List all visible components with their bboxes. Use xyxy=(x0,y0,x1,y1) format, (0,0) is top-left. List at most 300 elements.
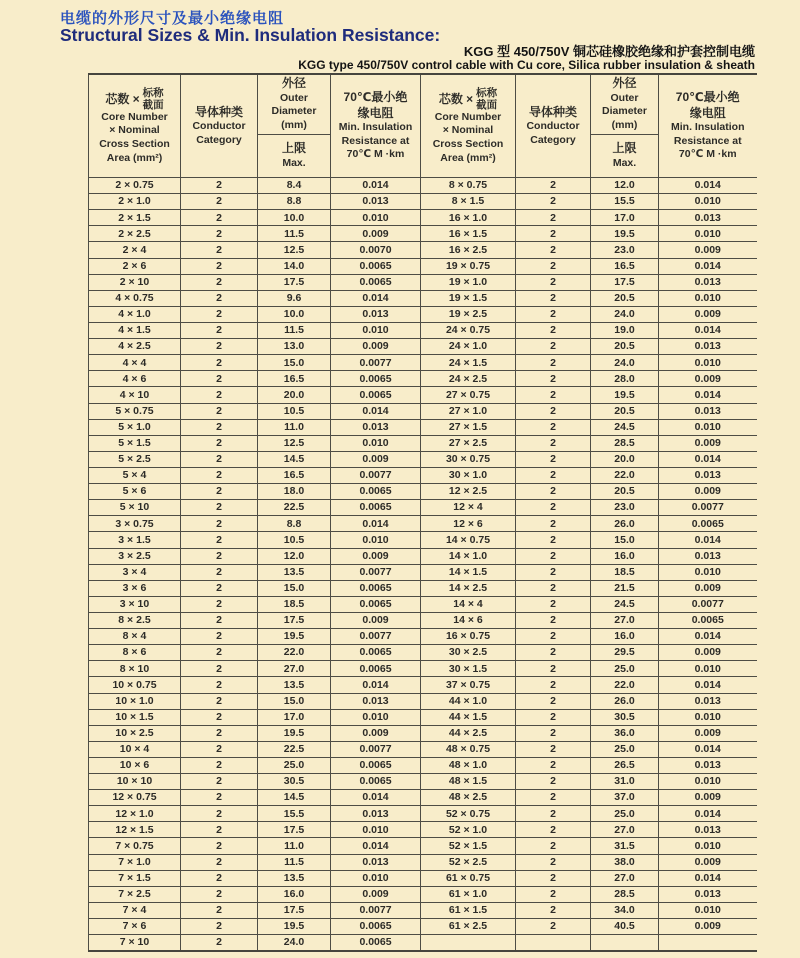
resistance-cell: 0.014 xyxy=(659,451,757,467)
spec-cell: 48 × 0.75 xyxy=(421,741,516,757)
header-res-en: 70℃ M ·km xyxy=(678,148,737,161)
resistance-cell: 0.014 xyxy=(331,178,421,194)
resistance-cell: 0.014 xyxy=(659,532,757,548)
category-cell: 2 xyxy=(181,532,258,548)
resistance-cell: 0.014 xyxy=(659,629,757,645)
header-res-zh: 70℃最小绝 xyxy=(675,89,740,104)
category-cell: 2 xyxy=(516,274,591,290)
category-cell: 2 xyxy=(181,580,258,596)
table-row xyxy=(89,919,757,935)
header-od-en: (mm) xyxy=(611,119,638,132)
category-cell: 2 xyxy=(516,435,591,451)
spec-cell: 24 × 1.0 xyxy=(421,339,516,355)
category-cell: 2 xyxy=(181,451,258,467)
od-max-cell: 25.0 xyxy=(591,741,659,757)
category-cell: 2 xyxy=(181,306,258,322)
resistance-cell: 0.009 xyxy=(659,919,757,935)
category-cell: 2 xyxy=(516,403,591,419)
header-core-zh-top: 标称 xyxy=(476,86,498,99)
category-cell: 2 xyxy=(516,661,591,677)
resistance-cell: 0.009 xyxy=(331,886,421,902)
spec-cell: 14 × 0.75 xyxy=(421,532,516,548)
table-row xyxy=(89,387,757,403)
od-max-cell: 22.0 xyxy=(258,645,331,661)
spec-cell: 5 × 10 xyxy=(89,500,181,516)
spec-cell: 10 × 4 xyxy=(89,741,181,757)
page-title-zh: 电缆的外形尺寸及最小绝缘电阻 xyxy=(60,10,285,27)
resistance-cell: 0.0077 xyxy=(331,902,421,918)
category-cell: 2 xyxy=(181,548,258,564)
header-od-zh: 外径 xyxy=(281,76,306,91)
header-res-en: 70℃ M ·km xyxy=(346,148,405,161)
category-cell: 2 xyxy=(516,580,591,596)
spec-cell: 48 × 1.5 xyxy=(421,774,516,790)
od-max-cell: 36.0 xyxy=(591,725,659,741)
resistance-cell: 0.0065 xyxy=(331,645,421,661)
category-cell: 2 xyxy=(181,693,258,709)
spec-cell: 7 × 6 xyxy=(89,919,181,935)
resistance-cell: 0.010 xyxy=(659,419,757,435)
table-row xyxy=(89,290,757,306)
resistance-cell: 0.0077 xyxy=(659,596,757,612)
category-cell: 2 xyxy=(516,226,591,242)
od-max-cell: 24.0 xyxy=(258,935,331,952)
spec-cell: 2 × 2.5 xyxy=(89,226,181,242)
resistance-cell: 0.014 xyxy=(659,258,757,274)
header-core-en: Cross Section xyxy=(432,138,504,151)
spec-cell: 30 × 2.5 xyxy=(421,645,516,661)
resistance-cell: 0.0065 xyxy=(331,596,421,612)
spec-cell: 2 × 6 xyxy=(89,258,181,274)
spec-cell: 12 × 4 xyxy=(421,500,516,516)
category-cell: 2 xyxy=(516,242,591,258)
resistance-cell: 0.010 xyxy=(659,902,757,918)
header-conductor-en: Conductor xyxy=(192,120,246,133)
od-max-cell: 19.5 xyxy=(258,629,331,645)
resistance-cell: 0.010 xyxy=(659,709,757,725)
resistance-cell: 0.0070 xyxy=(331,242,421,258)
category-cell: 2 xyxy=(181,854,258,870)
od-max-cell: 18.5 xyxy=(591,564,659,580)
resistance-cell: 0.010 xyxy=(331,709,421,725)
spec-cell: 10 × 2.5 xyxy=(89,725,181,741)
od-max-cell: 23.0 xyxy=(591,242,659,258)
spec-cell: 61 × 1.0 xyxy=(421,886,516,902)
resistance-cell: 0.013 xyxy=(659,757,757,773)
category-cell: 2 xyxy=(181,709,258,725)
od-max-cell xyxy=(591,935,659,952)
category-cell: 2 xyxy=(181,629,258,645)
resistance-cell: 0.0065 xyxy=(331,274,421,290)
resistance-cell: 0.010 xyxy=(331,435,421,451)
spec-cell: 27 × 1.0 xyxy=(421,403,516,419)
table-row xyxy=(89,838,757,854)
header-core-zh: 芯数 × xyxy=(105,92,140,107)
od-max-cell: 13.5 xyxy=(258,564,331,580)
category-cell: 2 xyxy=(516,500,591,516)
category-cell: 2 xyxy=(516,790,591,806)
table-row xyxy=(89,226,757,242)
header-core-left xyxy=(89,74,181,178)
spec-cell: 7 × 1.0 xyxy=(89,854,181,870)
spec-cell: 4 × 1.5 xyxy=(89,322,181,338)
header-od-zh: 外径 xyxy=(612,76,637,91)
spec-cell: 52 × 1.5 xyxy=(421,838,516,854)
category-cell: 2 xyxy=(516,387,591,403)
category-cell: 2 xyxy=(516,532,591,548)
resistance-cell: 0.013 xyxy=(331,306,421,322)
resistance-cell: 0.014 xyxy=(331,403,421,419)
od-max-cell: 28.5 xyxy=(591,886,659,902)
category-cell xyxy=(516,935,591,952)
category-cell: 2 xyxy=(516,725,591,741)
spec-cell: 2 × 4 xyxy=(89,242,181,258)
header-od-max-zh: 上限 xyxy=(612,141,637,156)
header-conductor-zh: 导体种类 xyxy=(194,104,243,119)
spec-cell: 3 × 1.5 xyxy=(89,532,181,548)
table-row xyxy=(89,629,757,645)
table-row xyxy=(89,935,757,952)
od-max-cell: 17.0 xyxy=(591,210,659,226)
od-max-cell: 30.5 xyxy=(258,774,331,790)
spec-cell: 52 × 1.0 xyxy=(421,822,516,838)
spec-cell: 19 × 0.75 xyxy=(421,258,516,274)
resistance-cell: 0.0065 xyxy=(331,757,421,773)
resistance-cell: 0.014 xyxy=(331,516,421,532)
od-max-cell: 17.0 xyxy=(258,709,331,725)
od-max-cell: 17.5 xyxy=(591,274,659,290)
od-max-cell: 28.5 xyxy=(591,435,659,451)
od-max-cell: 25.0 xyxy=(591,806,659,822)
spec-cell: 44 × 2.5 xyxy=(421,725,516,741)
resistance-cell: 0.010 xyxy=(331,822,421,838)
header-core-zh: 芯数 × xyxy=(438,92,474,107)
header-core-en: × Nominal xyxy=(442,124,494,137)
resistance-cell: 0.014 xyxy=(659,322,757,338)
resistance-cell: 0.014 xyxy=(659,387,757,403)
header-od-en: (mm) xyxy=(281,119,307,132)
header-res-zh: 缘电阻 xyxy=(357,105,394,120)
resistance-cell: 0.009 xyxy=(659,371,757,387)
spec-cell: 5 × 0.75 xyxy=(89,403,181,419)
od-max-cell: 38.0 xyxy=(591,854,659,870)
spec-cell: 7 × 10 xyxy=(89,935,181,952)
category-cell: 2 xyxy=(181,612,258,628)
spec-cell: 8 × 4 xyxy=(89,629,181,645)
resistance-cell: 0.013 xyxy=(659,210,757,226)
spec-cell: 12 × 2.5 xyxy=(421,484,516,500)
category-cell: 2 xyxy=(516,371,591,387)
category-cell: 2 xyxy=(516,854,591,870)
header-outer-diameter-left xyxy=(258,74,331,178)
resistance-cell: 0.0065 xyxy=(331,371,421,387)
category-cell: 2 xyxy=(516,467,591,483)
od-max-cell: 14.0 xyxy=(258,258,331,274)
od-max-cell: 25.0 xyxy=(591,661,659,677)
resistance-cell: 0.013 xyxy=(659,467,757,483)
table-row xyxy=(89,902,757,918)
table-row xyxy=(89,774,757,790)
spec-cell: 7 × 4 xyxy=(89,902,181,918)
category-cell: 2 xyxy=(181,790,258,806)
spec-cell: 8 × 10 xyxy=(89,661,181,677)
category-cell: 2 xyxy=(181,226,258,242)
resistance-cell: 0.013 xyxy=(331,854,421,870)
resistance-cell: 0.009 xyxy=(659,242,757,258)
resistance-cell: 0.014 xyxy=(331,290,421,306)
table-row xyxy=(89,435,757,451)
spec-cell: 14 × 1.5 xyxy=(421,564,516,580)
category-cell: 2 xyxy=(181,935,258,952)
spec-cell: 7 × 0.75 xyxy=(89,838,181,854)
resistance-cell: 0.013 xyxy=(331,419,421,435)
od-max-cell: 15.5 xyxy=(258,806,331,822)
header-conductor-right xyxy=(516,74,591,178)
category-cell: 2 xyxy=(181,242,258,258)
table-row xyxy=(89,790,757,806)
category-cell: 2 xyxy=(181,210,258,226)
resistance-cell: 0.010 xyxy=(331,322,421,338)
spec-cell: 19 × 2.5 xyxy=(421,306,516,322)
category-cell: 2 xyxy=(516,210,591,226)
spec-cell: 4 × 10 xyxy=(89,387,181,403)
od-max-cell: 15.0 xyxy=(258,355,331,371)
od-max-cell: 24.5 xyxy=(591,596,659,612)
resistance-cell: 0.009 xyxy=(659,306,757,322)
od-max-cell: 16.0 xyxy=(591,548,659,564)
od-max-cell: 9.6 xyxy=(258,290,331,306)
spec-cell: 2 × 1.5 xyxy=(89,210,181,226)
category-cell: 2 xyxy=(516,306,591,322)
header-core-en: Area (mm²) xyxy=(106,151,163,164)
category-cell: 2 xyxy=(181,902,258,918)
category-cell: 2 xyxy=(516,484,591,500)
cable-type-subtitle-en: KGG type 450/750V control cable with Cu core, Silica rubber insulation & sheath xyxy=(298,58,755,72)
od-max-cell: 22.5 xyxy=(258,741,331,757)
table-row xyxy=(89,451,757,467)
spec-cell: 30 × 0.75 xyxy=(421,451,516,467)
category-cell: 2 xyxy=(181,596,258,612)
od-max-cell: 26.0 xyxy=(591,693,659,709)
spec-cell: 4 × 0.75 xyxy=(89,290,181,306)
spec-cell: 14 × 6 xyxy=(421,612,516,628)
spec-cell: 8 × 2.5 xyxy=(89,612,181,628)
category-cell: 2 xyxy=(181,774,258,790)
spec-cell: 7 × 1.5 xyxy=(89,870,181,886)
od-max-cell: 31.0 xyxy=(591,774,659,790)
resistance-cell: 0.010 xyxy=(331,870,421,886)
table-row xyxy=(89,693,757,709)
od-max-cell: 26.0 xyxy=(591,516,659,532)
spec-cell: 30 × 1.0 xyxy=(421,467,516,483)
resistance-cell: 0.0077 xyxy=(331,564,421,580)
od-max-cell: 14.5 xyxy=(258,451,331,467)
category-cell: 2 xyxy=(516,645,591,661)
spec-cell: 24 × 0.75 xyxy=(421,322,516,338)
od-max-cell: 20.5 xyxy=(591,484,659,500)
od-max-cell: 17.5 xyxy=(258,902,331,918)
category-cell: 2 xyxy=(516,629,591,645)
od-max-cell: 20.5 xyxy=(591,339,659,355)
category-cell: 2 xyxy=(181,484,258,500)
spec-cell: 12 × 0.75 xyxy=(89,790,181,806)
od-max-cell: 19.5 xyxy=(591,226,659,242)
category-cell: 2 xyxy=(516,339,591,355)
header-resistance-right xyxy=(659,74,757,178)
header-outer-diameter-right xyxy=(591,74,659,178)
spec-cell: 4 × 6 xyxy=(89,371,181,387)
od-max-cell: 15.0 xyxy=(258,693,331,709)
category-cell: 2 xyxy=(516,870,591,886)
spec-cell: 3 × 10 xyxy=(89,596,181,612)
od-max-cell: 23.0 xyxy=(591,500,659,516)
header-od-max-zh: 上限 xyxy=(281,141,306,156)
od-max-cell: 27.0 xyxy=(591,822,659,838)
resistance-cell: 0.013 xyxy=(659,693,757,709)
resistance-cell: 0.0065 xyxy=(331,661,421,677)
od-max-cell: 19.5 xyxy=(258,919,331,935)
resistance-cell: 0.010 xyxy=(659,564,757,580)
spec-cell: 30 × 1.5 xyxy=(421,661,516,677)
od-max-cell: 10.0 xyxy=(258,306,331,322)
category-cell: 2 xyxy=(181,274,258,290)
od-max-cell: 20.0 xyxy=(591,451,659,467)
od-max-cell: 27.0 xyxy=(258,661,331,677)
page-title-en: Structural Sizes & Min. Insulation Resistance: xyxy=(60,25,441,45)
resistance-cell: 0.010 xyxy=(659,774,757,790)
od-max-cell: 11.0 xyxy=(258,838,331,854)
category-cell: 2 xyxy=(181,757,258,773)
resistance-cell: 0.0077 xyxy=(331,629,421,645)
spec-cell: 10 × 10 xyxy=(89,774,181,790)
table-row xyxy=(89,258,757,274)
header-resistance-left xyxy=(331,74,421,178)
category-cell: 2 xyxy=(181,677,258,693)
category-cell: 2 xyxy=(181,339,258,355)
header-od-en: Outer xyxy=(279,91,308,104)
cable-spec-table xyxy=(88,73,757,952)
resistance-cell: 0.013 xyxy=(659,886,757,902)
od-max-cell: 11.5 xyxy=(258,854,331,870)
category-cell: 2 xyxy=(181,419,258,435)
header-conductor-zh: 导体种类 xyxy=(528,104,577,119)
header-core-en: × Nominal xyxy=(109,124,160,137)
table-row xyxy=(89,822,757,838)
od-max-cell: 29.5 xyxy=(591,645,659,661)
category-cell: 2 xyxy=(516,322,591,338)
spec-cell: 3 × 2.5 xyxy=(89,548,181,564)
spec-cell: 4 × 4 xyxy=(89,355,181,371)
header-conductor-en: Category xyxy=(196,133,242,146)
od-max-cell: 40.5 xyxy=(591,919,659,935)
category-cell: 2 xyxy=(181,371,258,387)
header-od-en: Diameter xyxy=(602,105,647,118)
resistance-cell: 0.014 xyxy=(659,806,757,822)
resistance-cell: 0.0065 xyxy=(331,500,421,516)
category-cell: 2 xyxy=(516,194,591,210)
od-max-cell: 24.5 xyxy=(591,419,659,435)
resistance-cell: 0.013 xyxy=(659,274,757,290)
resistance-cell: 0.014 xyxy=(659,870,757,886)
resistance-cell: 0.0065 xyxy=(331,935,421,952)
table-row xyxy=(89,194,757,210)
category-cell: 2 xyxy=(516,741,591,757)
od-max-cell: 17.5 xyxy=(258,612,331,628)
resistance-cell: 0.0077 xyxy=(331,467,421,483)
resistance-cell: 0.013 xyxy=(659,822,757,838)
category-cell: 2 xyxy=(181,178,258,194)
spec-cell: 8 × 1.5 xyxy=(421,194,516,210)
category-cell: 2 xyxy=(181,322,258,338)
category-cell: 2 xyxy=(181,564,258,580)
spec-cell: 5 × 6 xyxy=(89,484,181,500)
header-od-max-en: Max. xyxy=(282,156,306,169)
od-max-cell: 12.0 xyxy=(258,548,331,564)
category-cell: 2 xyxy=(181,290,258,306)
spec-cell: 10 × 6 xyxy=(89,757,181,773)
spec-cell: 14 × 1.0 xyxy=(421,548,516,564)
od-max-cell: 19.5 xyxy=(258,725,331,741)
resistance-cell: 0.0065 xyxy=(331,387,421,403)
spec-cell: 27 × 2.5 xyxy=(421,435,516,451)
header-core-en: Core Number xyxy=(101,110,168,123)
category-cell: 2 xyxy=(181,741,258,757)
header-od-max-en: Max. xyxy=(612,156,637,169)
od-max-cell: 16.0 xyxy=(591,629,659,645)
spec-cell: 14 × 4 xyxy=(421,596,516,612)
table-row xyxy=(89,709,757,725)
od-max-cell: 11.5 xyxy=(258,226,331,242)
header-res-en: Resistance at xyxy=(341,134,410,147)
od-max-cell: 20.5 xyxy=(591,403,659,419)
od-max-cell: 11.0 xyxy=(258,419,331,435)
spec-cell: 48 × 1.0 xyxy=(421,757,516,773)
resistance-cell: 0.0077 xyxy=(331,741,421,757)
category-cell: 2 xyxy=(516,564,591,580)
header-core-right xyxy=(421,74,516,178)
spec-cell: 61 × 0.75 xyxy=(421,870,516,886)
spec-cell: 24 × 2.5 xyxy=(421,371,516,387)
resistance-cell: 0.013 xyxy=(331,806,421,822)
table-row xyxy=(89,596,757,612)
category-cell: 2 xyxy=(516,919,591,935)
header-res-zh: 缘电阻 xyxy=(689,105,726,120)
resistance-cell: 0.009 xyxy=(331,548,421,564)
resistance-cell: 0.009 xyxy=(659,854,757,870)
category-cell: 2 xyxy=(516,886,591,902)
table-row xyxy=(89,564,757,580)
resistance-cell: 0.010 xyxy=(659,194,757,210)
resistance-cell: 0.0065 xyxy=(659,612,757,628)
spec-cell: 44 × 1.0 xyxy=(421,693,516,709)
spec-cell: 52 × 2.5 xyxy=(421,854,516,870)
spec-cell: 7 × 2.5 xyxy=(89,886,181,902)
od-max-cell: 37.0 xyxy=(591,790,659,806)
resistance-cell: 0.013 xyxy=(331,194,421,210)
category-cell: 2 xyxy=(181,838,258,854)
resistance-cell: 0.0077 xyxy=(659,500,757,516)
category-cell: 2 xyxy=(181,355,258,371)
resistance-cell: 0.009 xyxy=(659,484,757,500)
category-cell: 2 xyxy=(516,693,591,709)
spec-cell: 61 × 1.5 xyxy=(421,902,516,918)
header-core-zh-top: 标称 xyxy=(142,86,164,99)
header-res-en: Resistance at xyxy=(673,134,742,147)
table-row xyxy=(89,322,757,338)
category-cell: 2 xyxy=(181,387,258,403)
resistance-cell: 0.014 xyxy=(659,741,757,757)
od-max-cell: 15.5 xyxy=(591,194,659,210)
